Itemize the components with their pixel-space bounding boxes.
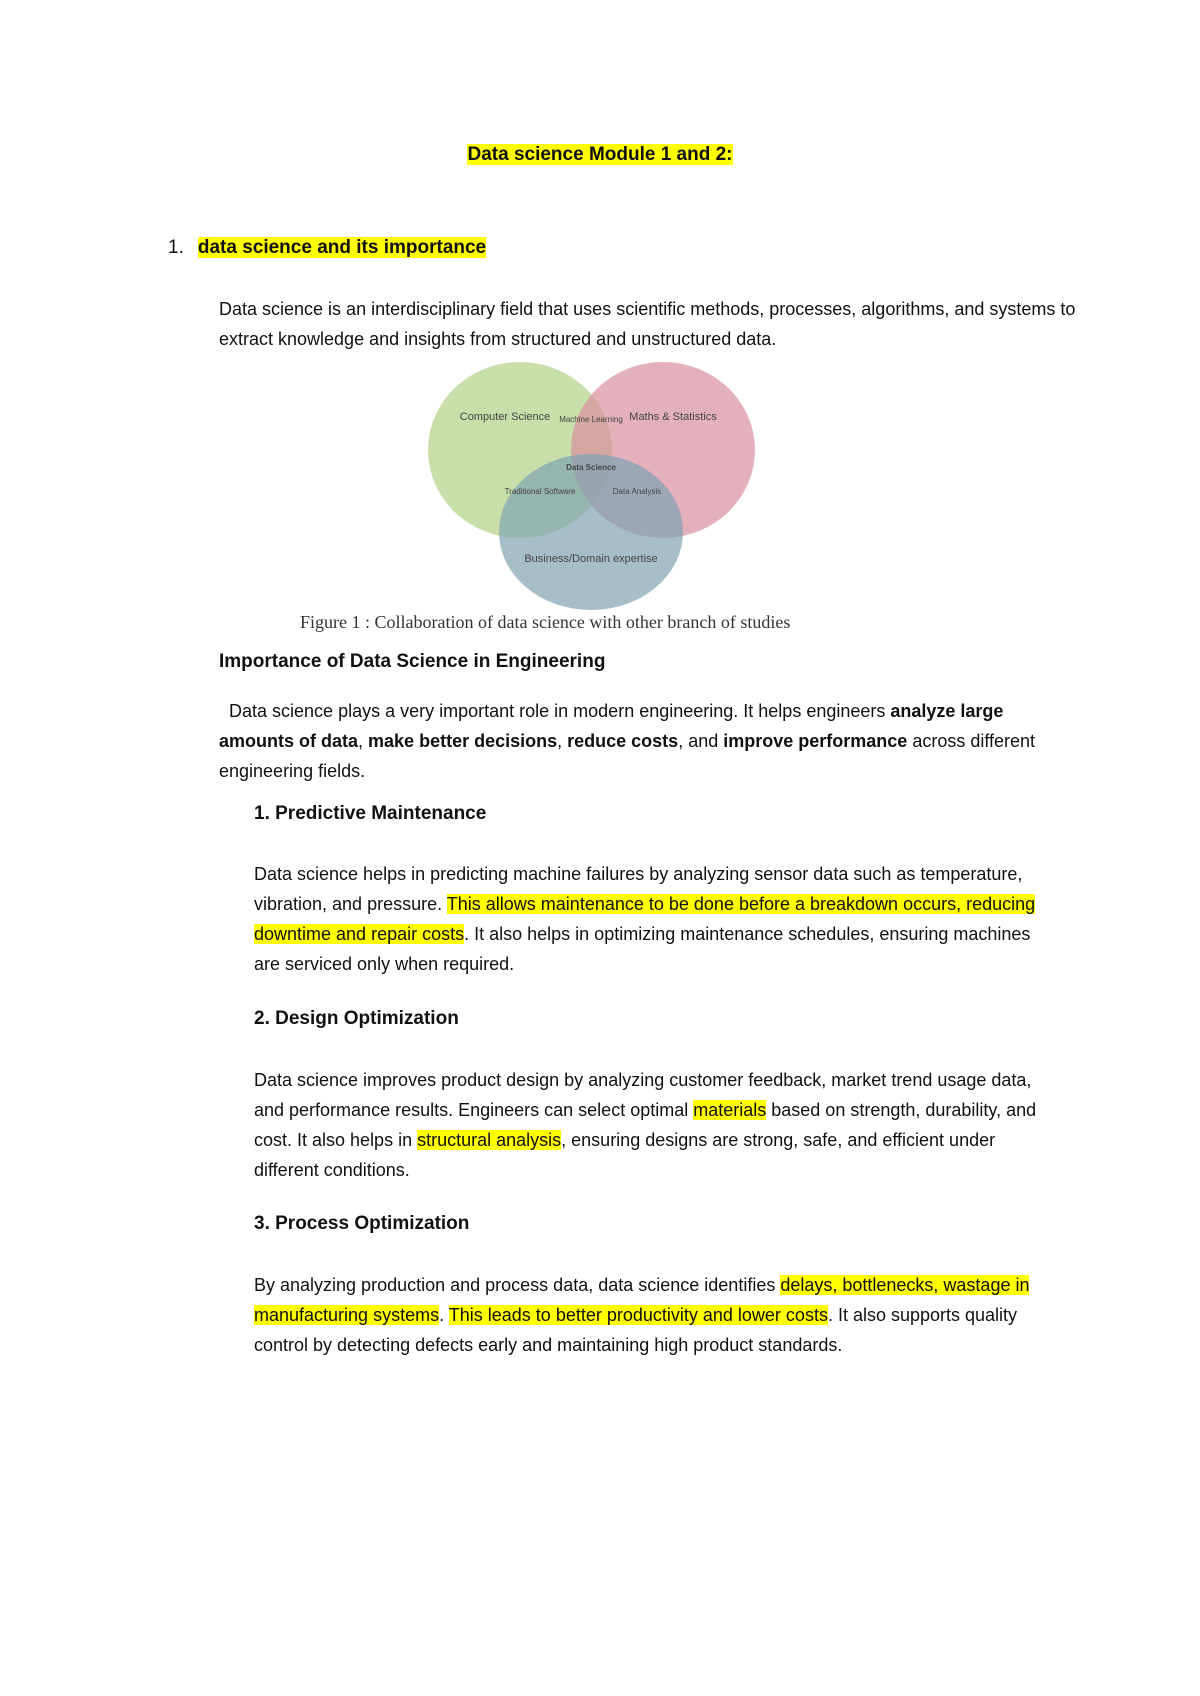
data-science-label: Data Science [566,463,616,472]
data-analysis-label: Data Analysis [612,487,662,496]
item1-text-2: . It also helps in optimizing maintenance schedules, ensuring machines are serviced only when required. [254,924,1031,974]
traditional-software-label: Traditional Software [504,487,576,496]
design-optimization-paragraph [254,1065,1054,1185]
item1-text-1: Data science helps in predicting machine failures by analyzing sensor data such as temperature, vibration, and pressure. [254,864,1023,914]
item2-text-3: , ensuring designs are strong, safe, and efficient under different conditions. [254,1130,996,1180]
computer-science-label [460,411,551,423]
item3-text-3: . It also supports quality control by detecting defects early and maintaining high product standards. [254,1305,1018,1355]
item2-highlight-1: materials [693,1100,767,1120]
item1-highlight-1: This allows maintenance to be done before a breakdown occurs, reducing downtime and repair costs [254,894,1036,944]
section-heading-text: data science and its importance [197,237,487,258]
item2-highlight-2: structural analysis [417,1130,562,1150]
page-title-text: Data science Module 1 and 2: [467,144,733,165]
importance-text-1: Data science plays a very important role in modern engineering. It helps engineers [229,701,891,721]
intro-paragraph: Data science is an interdisciplinary field that uses scientific methods, processes, algorithms, and systems to extract knowledge and insights from structured and unstructured data. [219,299,1076,349]
importance-text-3: , [557,731,568,751]
machine-learning-label: Machine Learning [559,415,623,424]
business-domain-circle [499,454,683,610]
maths-statistics-label: Maths & Statistics [629,411,717,423]
section-heading [168,237,486,259]
predictive-maintenance-heading: 1. Predictive Maintenance [254,803,487,824]
business-domain-label: Business/Domain expertise [524,553,658,565]
importance-bold-2: make better decisions [368,731,558,751]
item3-text-2: . [439,1305,449,1325]
importance-bold-3: reduce costs [567,731,679,751]
importance-bold-4: improve performance [723,731,908,751]
figure-caption: Figure 1 : Collaboration of data science with other branch of studies [300,612,791,632]
section-number: 1. [168,237,184,258]
process-optimization-paragraph [254,1270,1054,1360]
item3-highlight-2: This leads to better productivity and lower costs [448,1305,828,1325]
item3-text-1: By analyzing production and process data, data science identifies [254,1275,781,1295]
importance-heading: Importance of Data Science in Engineering [219,651,606,672]
predictive-maintenance-paragraph [254,859,1054,979]
page-title [0,144,1200,166]
item2-text-1: Data science improves product design by analyzing customer feedback, market trend usage data, and performance results. Engineers can select optimal [254,1070,1032,1120]
importance-text-2: , [358,731,369,751]
cs-line: Computer Science [459,411,551,423]
importance-paragraph [219,696,1069,786]
venn-diagram [425,352,755,612]
importance-bold-1: analyze large amounts of data [219,701,1004,751]
importance-text-5: across different engineering fields. [219,731,1036,781]
design-optimization-heading: 2. Design Optimization [254,1008,459,1029]
importance-text-4: , and [678,731,724,751]
process-optimization-heading: 3. Process Optimization [254,1213,470,1234]
item2-text-2: based on strength, durability, and cost. It also helps in [254,1100,1037,1150]
item3-highlight-1: delays, bottlenecks, wastage in manufacturing systems [254,1275,1030,1325]
